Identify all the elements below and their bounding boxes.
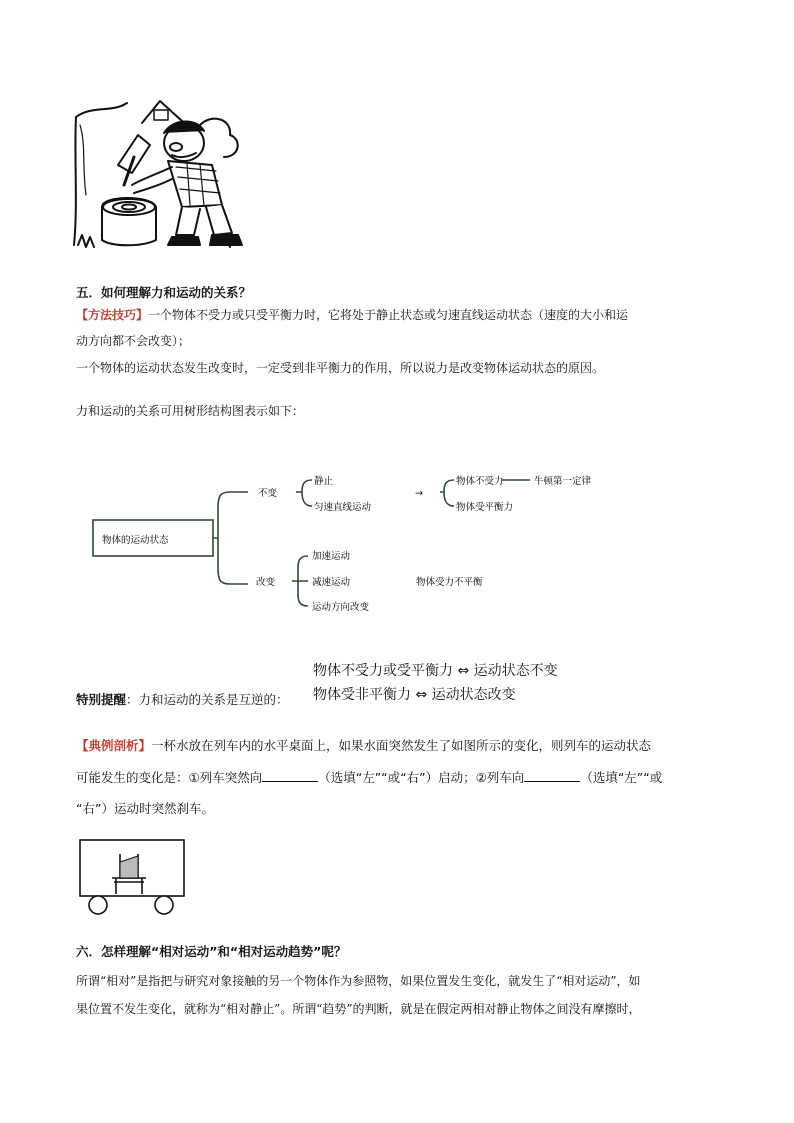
method-tag: 【方法技巧】 xyxy=(76,308,149,322)
leaf-direction-change: 运动方向改变 xyxy=(312,602,370,613)
section-5-title: 五．如何理解力和运动的关系？ xyxy=(76,285,252,300)
example-text-2b: （选填“左”“或“右”）启动；②列车向 xyxy=(318,770,525,785)
answer-blank-1[interactable] xyxy=(262,769,318,782)
section-6-title: 六．怎样理解“相对运动”和“相对运动趋势”呢？ xyxy=(76,944,347,959)
example-text-2a: 可能发生的变化是：①列车突然向 xyxy=(76,770,263,785)
leaf-uniform-motion: 匀速直线运动 xyxy=(314,502,372,513)
force-motion-tree-diagram xyxy=(90,468,650,618)
tree-root-label: 物体的运动状态 xyxy=(102,535,169,546)
example-text-1: 一杯水放在列车内的水平桌面上，如果水面突然发生了如图所示的变化，则列车的运动状态 xyxy=(151,738,652,753)
double-arrow-icon: ⇔ xyxy=(457,663,470,679)
cause-no-force: 物体不受力 xyxy=(456,476,504,487)
special-reminder xyxy=(76,690,289,708)
example-line-2 xyxy=(76,765,662,791)
line1-right: 运动状态不变 xyxy=(473,663,558,679)
branch-changed: 改变 xyxy=(256,577,276,588)
example-line-1 xyxy=(76,733,651,759)
special-label: 特别提醒 xyxy=(76,692,127,707)
newton-first-law: 牛顿第一定律 xyxy=(534,476,592,487)
method-text-1: 一个物体不受力或只受平衡力时，它将处于静止状态或匀速直线运动状态（速度的大小和运 xyxy=(148,308,629,322)
section6-text-1: 所谓“相对”是指把与研究对象接触的另一个物体作为参照物，如果位置发生变化，就发生了“相对运动”，如 xyxy=(76,974,641,988)
answer-blank-2[interactable] xyxy=(524,769,580,782)
line2-right: 运动状态改变 xyxy=(431,687,516,703)
cause-unbalanced-force: 物体受力不平衡 xyxy=(416,577,483,588)
tree-arrow: → xyxy=(415,488,423,499)
reciprocal-line-2 xyxy=(313,684,516,704)
method-text-3: 一个物体的运动状态发生改变时，一定受到非平衡力的作用，所以说力是改变物体运动状态的原因。 xyxy=(76,361,605,375)
method-paragraph xyxy=(76,302,736,328)
example-tag: 【典例剖析】 xyxy=(76,738,152,753)
example-text-2c: （选填“左”“或 xyxy=(580,770,663,785)
train-cup-figure xyxy=(76,838,188,918)
line2-left: 物体受非平衡力 xyxy=(313,687,411,703)
reciprocal-line-1 xyxy=(313,660,558,680)
tree-intro: 力和运动的关系可用树形结构图表示如下： xyxy=(76,404,305,418)
line1-left: 物体不受力或受平衡力 xyxy=(313,663,453,679)
section6-text-2: 果位置不发生变化，就称为“相对静止”。所谓“趋势”的判断，就是在假定两相对静止物体之间没有摩擦时， xyxy=(76,1002,641,1016)
leaf-static: 静止 xyxy=(314,476,334,487)
method-text-2: 动方向都不会改变）； xyxy=(76,334,191,348)
example-text-3: “右”）运动时突然刹车。 xyxy=(76,801,214,816)
leaf-decelerate: 减速运动 xyxy=(312,577,351,588)
leaf-accelerate: 加速运动 xyxy=(312,551,351,562)
branch-unchanged: 不变 xyxy=(258,488,278,499)
cause-balanced-force: 物体受平衡力 xyxy=(456,502,514,513)
man-chopping-wood-illustration xyxy=(72,95,247,255)
double-arrow-icon: ⇔ xyxy=(415,687,428,703)
special-text: ：力和运动的关系是互逆的： xyxy=(126,692,289,707)
